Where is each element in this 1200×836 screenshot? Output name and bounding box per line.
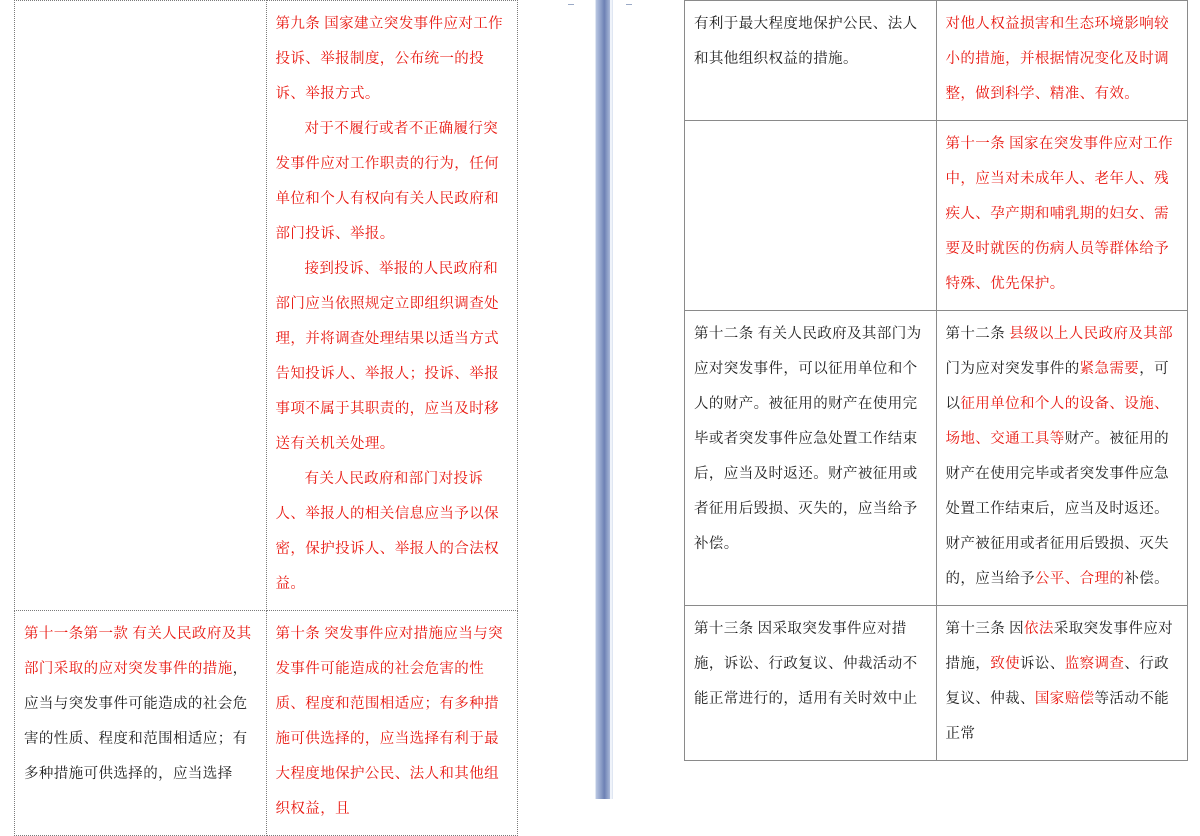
table-row — [685, 606, 1188, 761]
cell-new-version — [936, 606, 1188, 761]
seg-5: 征用单位和个人的设备、设施、场地、交通工具等 — [945, 396, 1170, 447]
paragraph-article-11-new: 第十一条 国家在突发事件应对工作中，应当对未成年人、老年人、残疾人、孕产期和哺乳期的妇女、需要及时就医的伤病人员等群体给予特殊、优先保护。 — [945, 136, 1174, 292]
cell-old-version — [685, 311, 937, 606]
text-red-tail: 且 — [335, 801, 351, 817]
paragraph-article-13-old: 第十三条 因采取突发事件应对措施，诉讼、行政复议、仲裁活动不能正常进行的，适用有关时效中止 — [694, 621, 918, 707]
seg-4: ，可以 — [945, 361, 1170, 412]
vertical-scrollbar-thumb[interactable] — [596, 0, 610, 799]
seg-3: 紧急需要 — [1079, 361, 1140, 377]
text-red-emphasis: 第十条 突发事件应对措施应当与突发事件可能造成的社会危害的性质、程度和范围相适应；有多种措施可供选择的，应当选择有利于最大程度地保护公民、法人和其他组织权益， — [275, 626, 504, 817]
ruler-tick-right — [626, 4, 632, 5]
seg-1: 县级以上人民政府及其部 — [1009, 326, 1174, 342]
seg-4: 诉讼、 — [1020, 656, 1065, 672]
table-row — [685, 121, 1188, 311]
seg-0: 第十三条 因 — [945, 621, 1025, 637]
paragraph-article-9-head: 第九条 国家建立突发事件应对工作投诉、举报制度，公布统一的投诉、举报方式。 — [275, 16, 504, 102]
seg-6: 财产。被征用的财产在使用完毕或者突发事件应急处置工作结束后，应当及时返还。财产被征用或者征用后毁损、灭失的，应当给予 — [945, 431, 1170, 587]
seg-2: 采取突发事件应对措施， — [945, 621, 1174, 672]
seg-2: 门为应对突发事件的 — [945, 361, 1080, 377]
seg-6: 、行政复议、仲裁、 — [945, 656, 1170, 707]
cell-new-version — [266, 1, 518, 611]
seg-8: 等活动不能正常 — [945, 691, 1170, 742]
comparison-table-right — [684, 0, 1188, 761]
seg-5: 监察调查 — [1064, 656, 1125, 672]
seg-7: 国家赔偿 — [1034, 691, 1095, 707]
seg-0: 第十二条 — [945, 326, 1010, 342]
cell-old-version — [15, 611, 267, 836]
seg-8: 补偿。 — [1124, 571, 1170, 587]
table-row — [15, 1, 518, 611]
seg-7: 公平、合理的 — [1034, 571, 1125, 587]
seg-1: 依法 — [1024, 621, 1054, 637]
paragraph-article-13-new — [946, 612, 1179, 752]
paragraph-article-12-new — [946, 317, 1179, 597]
pane-gap — [576, 0, 672, 799]
cell-new-version — [936, 1, 1188, 121]
comparison-table-left — [14, 0, 518, 836]
cell-old-version — [685, 606, 937, 761]
right-document-pane — [684, 0, 1188, 761]
paragraph-article-9-p3: 接到投诉、举报的人民政府和部门应当依照规定立即组织调查处理，并将调查处理结果以适当方式告知投诉人、举报人；投诉、举报事项不属于其职责的，应当及时移送有关机关处理。 — [275, 261, 499, 452]
table-row — [685, 1, 1188, 121]
left-document-pane — [14, 0, 518, 836]
cell-old-version — [685, 1, 937, 121]
text-red-emphasis: 第十一条第一款 有关人民政府及其部门采取的应对突发事件的措施 — [24, 626, 252, 677]
paragraph-article-10-new — [276, 617, 509, 827]
seg-3: 致使 — [990, 656, 1021, 672]
paragraph-article-9-p2: 对于不履行或者不正确履行突发事件应对工作职责的行为，任何单位和个人有权向有关人民政府和部门投诉、举报。 — [275, 121, 499, 242]
paragraph-article-9-p4: 有关人民政府和部门对投诉人、举报人的相关信息应当予以保密，保护投诉人、举报人的合法权益。 — [275, 471, 499, 592]
cell-new-version — [936, 121, 1188, 311]
ruler-tick-left — [568, 4, 574, 5]
paragraph-article-11-1-old — [24, 617, 257, 792]
paragraph-article-10-old-cont: 有利于最大程度地保护公民、法人和其他组织权益的措施。 — [694, 16, 918, 67]
cell-new-version — [936, 311, 1188, 606]
cell-old-version — [685, 121, 937, 311]
text-plain: ，应当与突发事件可能造成的社会危害的性质、程度和范围相适应；有多种措施可供选择的，应当选择 — [24, 661, 248, 782]
cell-old-version — [15, 1, 267, 611]
paragraph-article-10-new-cont: 对他人权益损害和生态环境影响较小的措施，并根据情况变化及时调整，做到科学、精准、有效。 — [945, 16, 1169, 102]
cell-new-version — [266, 611, 518, 836]
paragraph-article-12-old: 第十二条 有关人民政府及其部门为应对突发事件，可以征用单位和个人的财产。被征用的财产在使用完毕或者突发事件应急处置工作结束后，应当及时返还。财产被征用或者征用后毁损、灭失的，应当给予补偿。 — [694, 326, 922, 552]
table-row — [685, 311, 1188, 606]
table-row — [15, 611, 518, 836]
